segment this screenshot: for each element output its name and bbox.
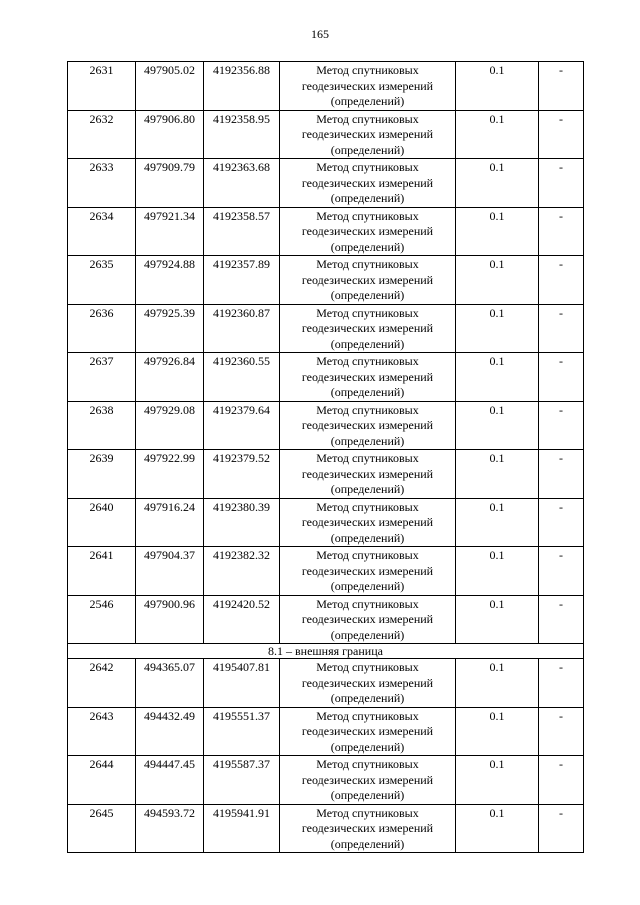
point-number-cell: 2639 <box>68 450 136 499</box>
point-number-cell: 2633 <box>68 159 136 208</box>
y-coordinate-cell: 4195941.91 <box>204 804 280 853</box>
method-cell: Метод спутниковых геодезических измерений (определений) <box>280 304 456 353</box>
point-number-cell: 2641 <box>68 547 136 596</box>
note-cell: - <box>539 659 584 708</box>
method-cell: Метод спутниковых геодезических измерений (определений) <box>280 498 456 547</box>
y-coordinate-cell: 4192379.64 <box>204 401 280 450</box>
point-number-cell: 2635 <box>68 256 136 305</box>
x-coordinate-cell: 497921.34 <box>136 207 204 256</box>
method-cell: Метод спутниковых геодезических измерений (определений) <box>280 659 456 708</box>
method-cell: Метод спутниковых геодезических измерений (определений) <box>280 595 456 644</box>
note-cell: - <box>539 353 584 402</box>
x-coordinate-cell: 497909.79 <box>136 159 204 208</box>
accuracy-cell: 0.1 <box>456 498 539 547</box>
method-cell: Метод спутниковых геодезических измерений (определений) <box>280 756 456 805</box>
y-coordinate-cell: 4192363.68 <box>204 159 280 208</box>
point-number-cell: 2645 <box>68 804 136 853</box>
coordinates-table <box>67 61 584 853</box>
x-coordinate-cell: 494432.49 <box>136 707 204 756</box>
y-coordinate-cell: 4192357.89 <box>204 256 280 305</box>
x-coordinate-cell: 497924.88 <box>136 256 204 305</box>
method-cell: Метод спутниковых геодезических измерений (определений) <box>280 707 456 756</box>
note-cell: - <box>539 207 584 256</box>
y-coordinate-cell: 4192358.95 <box>204 110 280 159</box>
table-row <box>68 707 584 756</box>
y-coordinate-cell: 4192380.39 <box>204 498 280 547</box>
table-row <box>68 595 584 644</box>
accuracy-cell: 0.1 <box>456 159 539 208</box>
note-cell: - <box>539 159 584 208</box>
x-coordinate-cell: 494365.07 <box>136 659 204 708</box>
x-coordinate-cell: 497906.80 <box>136 110 204 159</box>
x-coordinate-cell: 497905.02 <box>136 62 204 111</box>
y-coordinate-cell: 4192358.57 <box>204 207 280 256</box>
table-row <box>68 547 584 596</box>
point-number-cell: 2644 <box>68 756 136 805</box>
x-coordinate-cell: 497929.08 <box>136 401 204 450</box>
x-coordinate-cell: 494447.45 <box>136 756 204 805</box>
page-number: 165 <box>311 27 329 41</box>
note-cell: - <box>539 304 584 353</box>
point-number-cell: 2640 <box>68 498 136 547</box>
accuracy-cell: 0.1 <box>456 110 539 159</box>
point-number-cell: 2634 <box>68 207 136 256</box>
method-cell: Метод спутниковых геодезических измерений (определений) <box>280 110 456 159</box>
point-number-cell: 2642 <box>68 659 136 708</box>
table-row <box>68 659 584 708</box>
accuracy-cell: 0.1 <box>456 450 539 499</box>
method-cell: Метод спутниковых геодезических измерений (определений) <box>280 353 456 402</box>
accuracy-cell: 0.1 <box>456 547 539 596</box>
note-cell: - <box>539 401 584 450</box>
table-row <box>68 804 584 853</box>
point-number-cell: 2643 <box>68 707 136 756</box>
accuracy-cell: 0.1 <box>456 804 539 853</box>
point-number-cell: 2631 <box>68 62 136 111</box>
x-coordinate-cell: 497925.39 <box>136 304 204 353</box>
table-row <box>68 304 584 353</box>
table-row <box>68 207 584 256</box>
note-cell: - <box>539 256 584 305</box>
note-cell: - <box>539 498 584 547</box>
section-title: 8.1 – внешняя граница <box>68 644 584 659</box>
x-coordinate-cell: 494593.72 <box>136 804 204 853</box>
point-number-cell: 2638 <box>68 401 136 450</box>
accuracy-cell: 0.1 <box>456 659 539 708</box>
y-coordinate-cell: 4192382.32 <box>204 547 280 596</box>
table-row <box>68 62 584 111</box>
x-coordinate-cell: 497900.96 <box>136 595 204 644</box>
method-cell: Метод спутниковых геодезических измерений (определений) <box>280 159 456 208</box>
method-cell: Метод спутниковых геодезических измерений (определений) <box>280 62 456 111</box>
y-coordinate-cell: 4195551.37 <box>204 707 280 756</box>
accuracy-cell: 0.1 <box>456 256 539 305</box>
point-number-cell: 2632 <box>68 110 136 159</box>
note-cell: - <box>539 62 584 111</box>
table-row <box>68 450 584 499</box>
accuracy-cell: 0.1 <box>456 707 539 756</box>
note-cell: - <box>539 547 584 596</box>
table-row <box>68 756 584 805</box>
method-cell: Метод спутниковых геодезических измерений (определений) <box>280 207 456 256</box>
method-cell: Метод спутниковых геодезических измерений (определений) <box>280 401 456 450</box>
table-row <box>68 498 584 547</box>
table-body <box>68 62 584 853</box>
table-row <box>68 159 584 208</box>
point-number-cell: 2637 <box>68 353 136 402</box>
table-row <box>68 401 584 450</box>
note-cell: - <box>539 450 584 499</box>
method-cell: Метод спутниковых геодезических измерений (определений) <box>280 547 456 596</box>
x-coordinate-cell: 497916.24 <box>136 498 204 547</box>
table-row <box>68 353 584 402</box>
x-coordinate-cell: 497904.37 <box>136 547 204 596</box>
y-coordinate-cell: 4195587.37 <box>204 756 280 805</box>
accuracy-cell: 0.1 <box>456 756 539 805</box>
y-coordinate-cell: 4192379.52 <box>204 450 280 499</box>
method-cell: Метод спутниковых геодезических измерений (определений) <box>280 804 456 853</box>
point-number-cell: 2546 <box>68 595 136 644</box>
accuracy-cell: 0.1 <box>456 595 539 644</box>
point-number-cell: 2636 <box>68 304 136 353</box>
y-coordinate-cell: 4192356.88 <box>204 62 280 111</box>
accuracy-cell: 0.1 <box>456 353 539 402</box>
accuracy-cell: 0.1 <box>456 62 539 111</box>
y-coordinate-cell: 4192360.87 <box>204 304 280 353</box>
x-coordinate-cell: 497926.84 <box>136 353 204 402</box>
y-coordinate-cell: 4192360.55 <box>204 353 280 402</box>
note-cell: - <box>539 110 584 159</box>
note-cell: - <box>539 804 584 853</box>
note-cell: - <box>539 756 584 805</box>
accuracy-cell: 0.1 <box>456 304 539 353</box>
table-row <box>68 110 584 159</box>
section-row <box>68 644 584 659</box>
y-coordinate-cell: 4195407.81 <box>204 659 280 708</box>
note-cell: - <box>539 707 584 756</box>
method-cell: Метод спутниковых геодезических измерений (определений) <box>280 450 456 499</box>
note-cell: - <box>539 595 584 644</box>
method-cell: Метод спутниковых геодезических измерений (определений) <box>280 256 456 305</box>
accuracy-cell: 0.1 <box>456 401 539 450</box>
table-row <box>68 256 584 305</box>
x-coordinate-cell: 497922.99 <box>136 450 204 499</box>
accuracy-cell: 0.1 <box>456 207 539 256</box>
y-coordinate-cell: 4192420.52 <box>204 595 280 644</box>
